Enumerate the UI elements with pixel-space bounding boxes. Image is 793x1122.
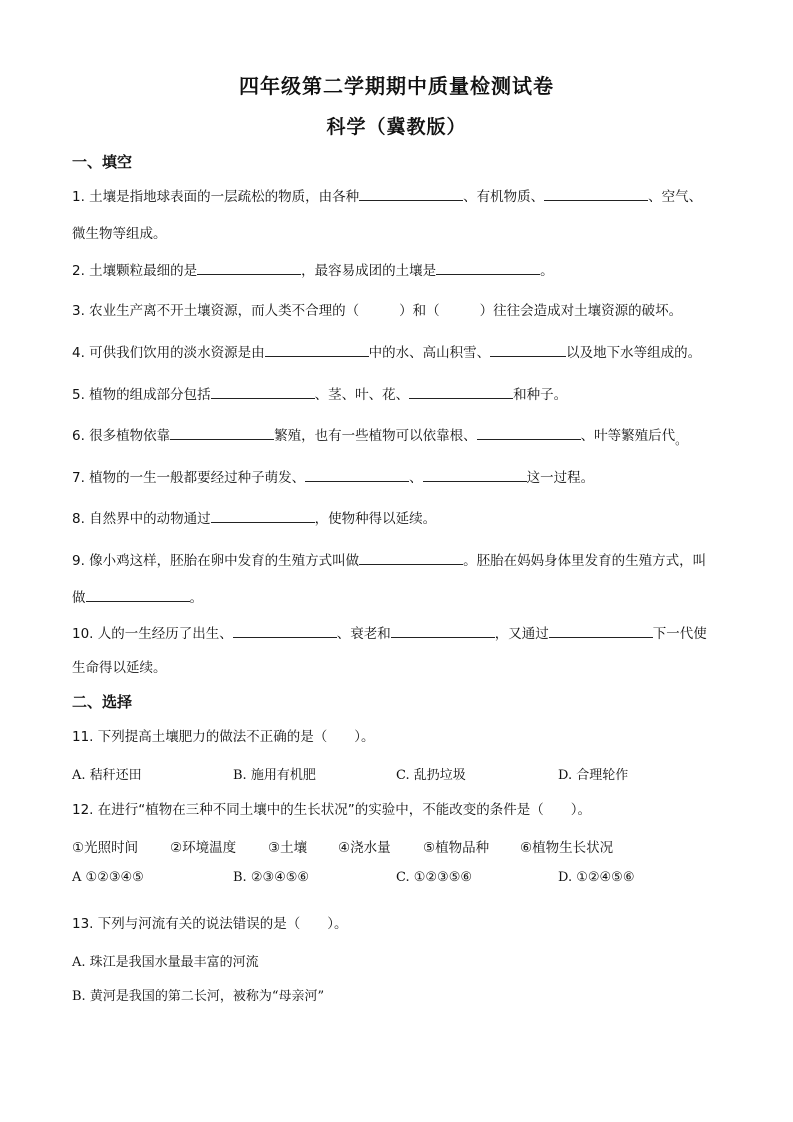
condition-item: ③土壤	[268, 840, 308, 856]
question-text: 3. 农业生产离不开土壤资源，而人类不合理的（	[72, 303, 360, 319]
answer-blank[interactable]	[197, 260, 301, 275]
option-c[interactable]: C. ①②③⑤⑥	[396, 870, 473, 885]
answer-blank[interactable]	[211, 384, 315, 399]
question-1-cont: 微生物等组成。	[72, 226, 167, 242]
option-b[interactable]: B. 黄河是我国的第二长河，被称为“母亲河”	[72, 989, 325, 1004]
question-6	[72, 425, 727, 446]
option-c[interactable]: C. 乱扔垃圾	[396, 768, 466, 783]
question-2	[72, 260, 727, 281]
question-text: 4. 可供我们饮用的淡水资源是由	[72, 345, 265, 361]
question-text: 7. 植物的一生一般都要经过种子萌发、	[72, 470, 306, 486]
question-7	[72, 467, 727, 488]
question-text: 、有机物质、	[463, 189, 545, 205]
question-13: 13. 下列与河流有关的说法错误的是（ ）。	[72, 916, 348, 932]
question-text: 繁殖，也有一些植物可以依靠根、	[274, 428, 477, 444]
option-a[interactable]: A ①②③④⑤	[72, 870, 144, 885]
answer-blank[interactable]	[211, 508, 315, 523]
question-text: 这一过程。	[526, 470, 595, 486]
question-text: 1. 土壤是指地球表面的一层疏松的物质，由各种	[72, 189, 360, 205]
answer-blank[interactable]	[409, 384, 513, 399]
option-b[interactable]: B. ②③④⑤⑥	[233, 870, 310, 885]
question-8	[72, 508, 727, 529]
condition-item: ①光照时间	[72, 840, 139, 856]
question-text: 6. 很多植物依靠	[72, 428, 171, 444]
question-text: 。	[540, 263, 554, 279]
question-text: 8. 自然界中的动物通过	[72, 511, 211, 527]
question-text: 。	[675, 433, 688, 447]
question-1	[72, 186, 727, 207]
question-text: 和种子。	[513, 387, 568, 403]
answer-blank[interactable]	[423, 467, 527, 482]
answer-blank[interactable]	[170, 425, 274, 440]
answer-blank[interactable]	[544, 186, 648, 201]
answer-blank[interactable]	[477, 425, 581, 440]
option-a[interactable]: A. 珠江是我国水量最丰富的河流	[72, 955, 259, 970]
question-text: 以及地下水等组成的。	[566, 345, 702, 361]
exam-title: 四年级第二学期期中质量检测试卷	[239, 74, 554, 98]
question-4	[72, 342, 727, 363]
answer-blank[interactable]	[265, 342, 369, 357]
question-text: 。胚胎在妈妈身体里发育的生殖方式，叫	[463, 553, 707, 569]
question-text: 、	[409, 470, 423, 486]
section-heading-choice: 二、选择	[72, 693, 133, 711]
question-text: 下一代使	[652, 626, 707, 642]
condition-item: ②环境温度	[170, 840, 237, 856]
question-text: 。	[189, 590, 203, 606]
question-text: 2. 土壤颗粒最细的是	[72, 263, 198, 279]
answer-blank[interactable]	[436, 260, 540, 275]
question-text: 、叶等繁殖后代	[580, 428, 676, 444]
answer-blank[interactable]	[233, 623, 337, 638]
question-text: ，又通过	[494, 626, 549, 642]
condition-item: ⑥植物生长状况	[520, 840, 614, 856]
answer-blank[interactable]	[359, 550, 463, 565]
answer-blank[interactable]	[305, 467, 409, 482]
question-text: ）往往会造成对土壤资源的破坏。	[479, 303, 683, 319]
exam-subtitle: 科学（冀教版）	[326, 116, 467, 138]
question-10-cont: 生命得以延续。	[72, 660, 167, 676]
option-d[interactable]: D. ①②④⑤⑥	[558, 870, 635, 885]
question-text: 中的水、高山积雪、	[368, 345, 491, 361]
question-text: ，使物种得以延续。	[314, 511, 437, 527]
question-12: 12. 在进行“植物在三种不同土壤中的生长状况”的实验中，不能改变的条件是（ ）。	[72, 802, 591, 818]
question-text: ）和（	[399, 303, 440, 319]
question-5	[72, 384, 727, 405]
option-b[interactable]: B. 施用有机肥	[233, 768, 316, 783]
answer-blank[interactable]	[359, 186, 463, 201]
question-text: ，最容易成团的土壤是	[301, 263, 437, 279]
question-3	[72, 301, 727, 321]
question-9-cont	[72, 587, 727, 608]
question-text: 、空气、	[648, 189, 703, 205]
question-11: 11. 下列提高土壤肥力的做法不正确的是（ ）。	[72, 729, 375, 745]
question-text: 做	[72, 590, 86, 606]
option-a[interactable]: A. 秸秆还田	[72, 768, 142, 783]
answer-blank[interactable]	[86, 587, 190, 602]
answer-blank[interactable]	[391, 623, 495, 638]
answer-blank[interactable]	[549, 623, 653, 638]
question-text: 10. 人的一生经历了出生、	[72, 626, 233, 642]
condition-item: ⑤植物品种	[423, 840, 490, 856]
question-text: 9. 像小鸡这样，胚胎在卵中发育的生殖方式叫做	[72, 553, 360, 569]
condition-item: ④浇水量	[338, 840, 391, 856]
question-text: 5. 植物的组成部分包括	[72, 387, 211, 403]
question-text: 、茎、叶、花、	[314, 387, 410, 403]
option-d[interactable]: D. 合理轮作	[558, 768, 629, 783]
question-text: 、衰老和	[336, 626, 391, 642]
answer-blank[interactable]	[490, 342, 566, 357]
question-9	[72, 550, 727, 571]
question-10	[72, 623, 727, 644]
section-heading-fill: 一、填空	[72, 153, 133, 171]
